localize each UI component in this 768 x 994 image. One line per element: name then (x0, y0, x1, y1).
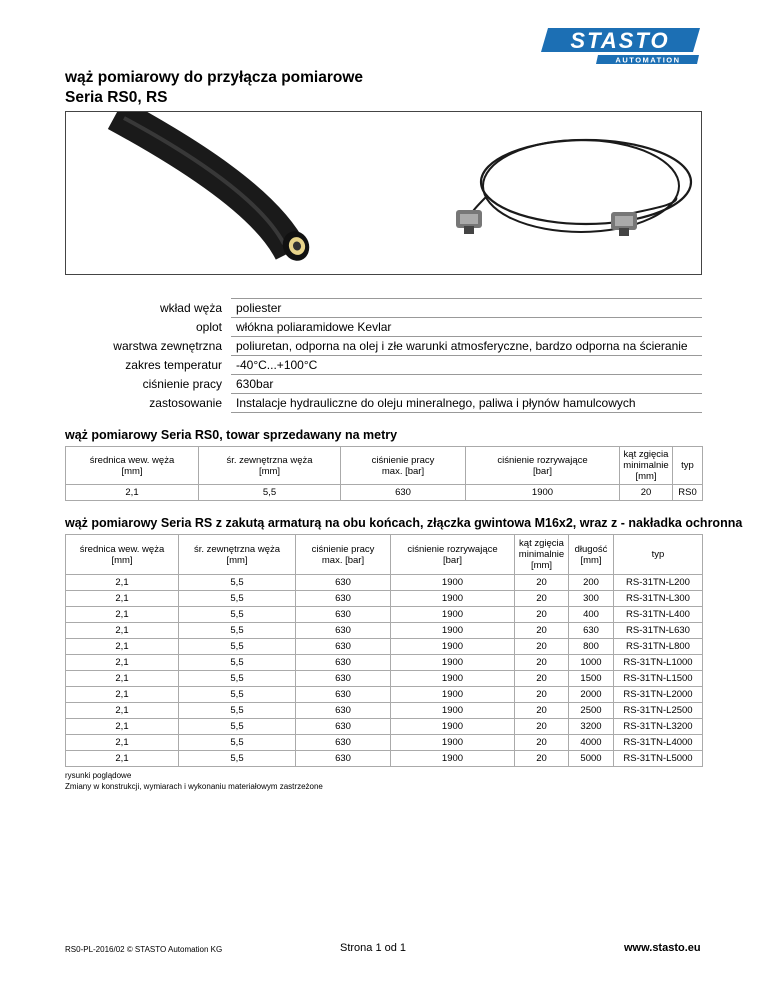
table-cell: 5,5 (179, 639, 296, 655)
table-cell: 20 (515, 751, 569, 767)
table-row (66, 735, 703, 751)
spec-row (62, 318, 702, 337)
table-row (66, 575, 703, 591)
table-cell: 20 (515, 719, 569, 735)
fitting-right (611, 212, 637, 236)
table-cell: 1900 (391, 751, 515, 767)
table-cell: 630 (296, 687, 391, 703)
table-cell: RS-31TN-L630 (614, 623, 703, 639)
table-cell: 2,1 (66, 719, 179, 735)
table-cell: 20 (515, 591, 569, 607)
table-cell: 2000 (569, 687, 614, 703)
table-cell: 1900 (391, 575, 515, 591)
spec-row (62, 299, 702, 318)
column-header: długość [mm] (569, 535, 614, 575)
spec-value: poliuretan, odporna na olej i złe warunki atmosferyczne, bardzo odporna na ścieranie (231, 337, 702, 356)
column-header: typ (614, 535, 703, 575)
table-row (66, 639, 703, 655)
table-cell: 1900 (391, 607, 515, 623)
table-cell: RS-31TN-L2000 (614, 687, 703, 703)
table-cell: 20 (515, 607, 569, 623)
table-cell: 1900 (391, 655, 515, 671)
table-cell: 5,5 (179, 719, 296, 735)
table-cell: 1900 (466, 485, 620, 501)
table-cell: 630 (296, 671, 391, 687)
column-header: ciśnienie pracy max. [bar] (296, 535, 391, 575)
table-cell: 5,5 (179, 623, 296, 639)
footer-website[interactable]: www.stasto.eu (624, 942, 701, 954)
table-cell: RS-31TN-L800 (614, 639, 703, 655)
spec-label: wkład węża (159, 301, 222, 315)
column-header: średnica wew. węża [mm] (66, 535, 179, 575)
table-cell: 630 (296, 607, 391, 623)
table-cell: 2,1 (66, 655, 179, 671)
table-cell: RS-31TN-L5000 (614, 751, 703, 767)
table-cell: 5,5 (179, 751, 296, 767)
table-cell: 630 (296, 719, 391, 735)
spec-value: -40°C...+100°C (231, 356, 702, 375)
spec-row (62, 394, 702, 413)
table-cell: 2,1 (66, 575, 179, 591)
brand-logo (540, 26, 702, 66)
notes (65, 770, 323, 792)
table-cell: 5,5 (179, 671, 296, 687)
table-cell: 5,5 (179, 735, 296, 751)
table-cell: 630 (296, 655, 391, 671)
table-row (66, 607, 703, 623)
spec-label: zakres temperatur (125, 358, 222, 372)
table-cell: 630 (296, 591, 391, 607)
note-line-2: Zmiany w konstrukcji, wymiarach i wykonaniu materiałowym zastrzeżone (65, 782, 323, 791)
table-cell: 20 (515, 735, 569, 751)
table-cell: 400 (569, 607, 614, 623)
table-row (66, 703, 703, 719)
table-cell: 5,5 (179, 591, 296, 607)
table-cell: RS-31TN-L1000 (614, 655, 703, 671)
table-cell: 630 (569, 623, 614, 639)
table-cell: 1900 (391, 639, 515, 655)
table-cell: RS-31TN-L400 (614, 607, 703, 623)
table-row (66, 719, 703, 735)
table-cell: 2,1 (66, 639, 179, 655)
brand-name: STASTO (570, 28, 670, 53)
table-row (66, 623, 703, 639)
table-cell: 2,1 (66, 591, 179, 607)
table-cell: 200 (569, 575, 614, 591)
spec-row (62, 337, 702, 356)
table-cell: 2,1 (66, 735, 179, 751)
table-cell: 5,5 (199, 485, 341, 501)
table-cell: 2,1 (66, 671, 179, 687)
table-cell: 1900 (391, 735, 515, 751)
rs-table (65, 534, 703, 767)
spec-value: Instalacje hydrauliczne do oleju mineralnego, paliwa i płynów hamulcowych (231, 394, 702, 413)
table-cell: 2,1 (66, 687, 179, 703)
column-header: ciśnienie rozrywające [bar] (391, 535, 515, 575)
column-header: kąt zgięcia minimalnie [mm] (515, 535, 569, 575)
table-row (66, 687, 703, 703)
table-cell: 2,1 (66, 623, 179, 639)
table-cell: 5000 (569, 751, 614, 767)
table-cell: 2500 (569, 703, 614, 719)
table-cell: RS-31TN-L300 (614, 591, 703, 607)
spec-label: ciśnienie pracy (142, 377, 222, 391)
table-cell: 1900 (391, 703, 515, 719)
spec-value: 630bar (231, 375, 702, 394)
table-cell: RS-31TN-L1500 (614, 671, 703, 687)
rs0-table (65, 446, 703, 501)
spec-row (62, 375, 702, 394)
table-cell: 20 (515, 623, 569, 639)
column-header: śr. zewnętrzna węża [mm] (179, 535, 296, 575)
table-cell: 1900 (391, 591, 515, 607)
title-line-1: wąż pomiarowy do przyłącza pomiarowe (65, 69, 364, 86)
spec-label: warstwa zewnętrzna (113, 339, 222, 353)
page-title (65, 68, 363, 108)
note-line-1: rysunki poglądowe (65, 771, 132, 780)
table-cell: 2,1 (66, 751, 179, 767)
footer-doc-id: RS0-PL-2016/02 © STASTO Automation KG (65, 945, 223, 954)
table-cell: 20 (515, 671, 569, 687)
column-header: ciśnienie pracy max. [bar] (341, 447, 466, 485)
table-cell: 1900 (391, 719, 515, 735)
table-cell: 1900 (391, 671, 515, 687)
spec-row (62, 356, 702, 375)
table-cell: RS0 (673, 485, 703, 501)
table-cell: 20 (515, 639, 569, 655)
spec-table (62, 298, 702, 413)
table-row (66, 751, 703, 767)
title-line-2: Seria RS0, RS (65, 89, 168, 106)
table-cell: 5,5 (179, 703, 296, 719)
table-cell: 1900 (391, 623, 515, 639)
spec-label: oplot (195, 320, 222, 334)
column-header: ciśnienie rozrywające [bar] (466, 447, 620, 485)
spec-value: poliester (231, 299, 702, 318)
table-cell: 1500 (569, 671, 614, 687)
table-cell: 630 (296, 751, 391, 767)
table-cell: RS-31TN-L200 (614, 575, 703, 591)
rs0-heading: wąż pomiarowy Seria RS0, towar sprzedawany na metry (65, 428, 398, 442)
table-cell: 630 (296, 735, 391, 751)
rs-heading: wąż pomiarowy Seria RS z zakutą armaturą na obu końcach, złączka gwintowa M16x2, wraz z - nakładka ochronna (65, 516, 743, 530)
table-cell: 2,1 (66, 703, 179, 719)
table-row (66, 485, 703, 501)
table-cell: 5,5 (179, 687, 296, 703)
table-cell: RS-31TN-L4000 (614, 735, 703, 751)
brand-sub: AUTOMATION (615, 55, 681, 65)
table-cell: 2,1 (66, 607, 179, 623)
table-cell: 3200 (569, 719, 614, 735)
table-cell: 20 (515, 655, 569, 671)
table-cell: 1000 (569, 655, 614, 671)
table-cell: RS-31TN-L3200 (614, 719, 703, 735)
table-cell: 20 (620, 485, 673, 501)
table-cell: 20 (515, 687, 569, 703)
table-cell: 630 (296, 575, 391, 591)
table-cell: 300 (569, 591, 614, 607)
table-cell: 630 (296, 623, 391, 639)
column-header: kąt zgięcia minimalnie [mm] (620, 447, 673, 485)
table-cell: RS-31TN-L2500 (614, 703, 703, 719)
table-row (66, 655, 703, 671)
table-row (66, 591, 703, 607)
table-cell: 630 (296, 703, 391, 719)
table-cell: 630 (296, 639, 391, 655)
table-cell: 4000 (569, 735, 614, 751)
table-cell: 5,5 (179, 607, 296, 623)
spec-value: włókna poliaramidowe Kevlar (231, 318, 702, 337)
table-cell: 5,5 (179, 655, 296, 671)
table-cell: 800 (569, 639, 614, 655)
table-cell: 630 (341, 485, 466, 501)
spec-label: zastosowanie (149, 396, 222, 410)
table-row (66, 671, 703, 687)
product-photo (65, 111, 702, 275)
column-header: śr. zewnętrzna węża [mm] (199, 447, 341, 485)
table-cell: 2,1 (66, 485, 199, 501)
table-cell: 5,5 (179, 575, 296, 591)
table-cell: 20 (515, 575, 569, 591)
table-cell: 1900 (391, 687, 515, 703)
column-header: typ (673, 447, 703, 485)
footer-page: Strona 1 od 1 (340, 942, 407, 954)
column-header: średnica wew. węża [mm] (66, 447, 199, 485)
fitting-left (456, 210, 482, 234)
table-cell: 20 (515, 703, 569, 719)
